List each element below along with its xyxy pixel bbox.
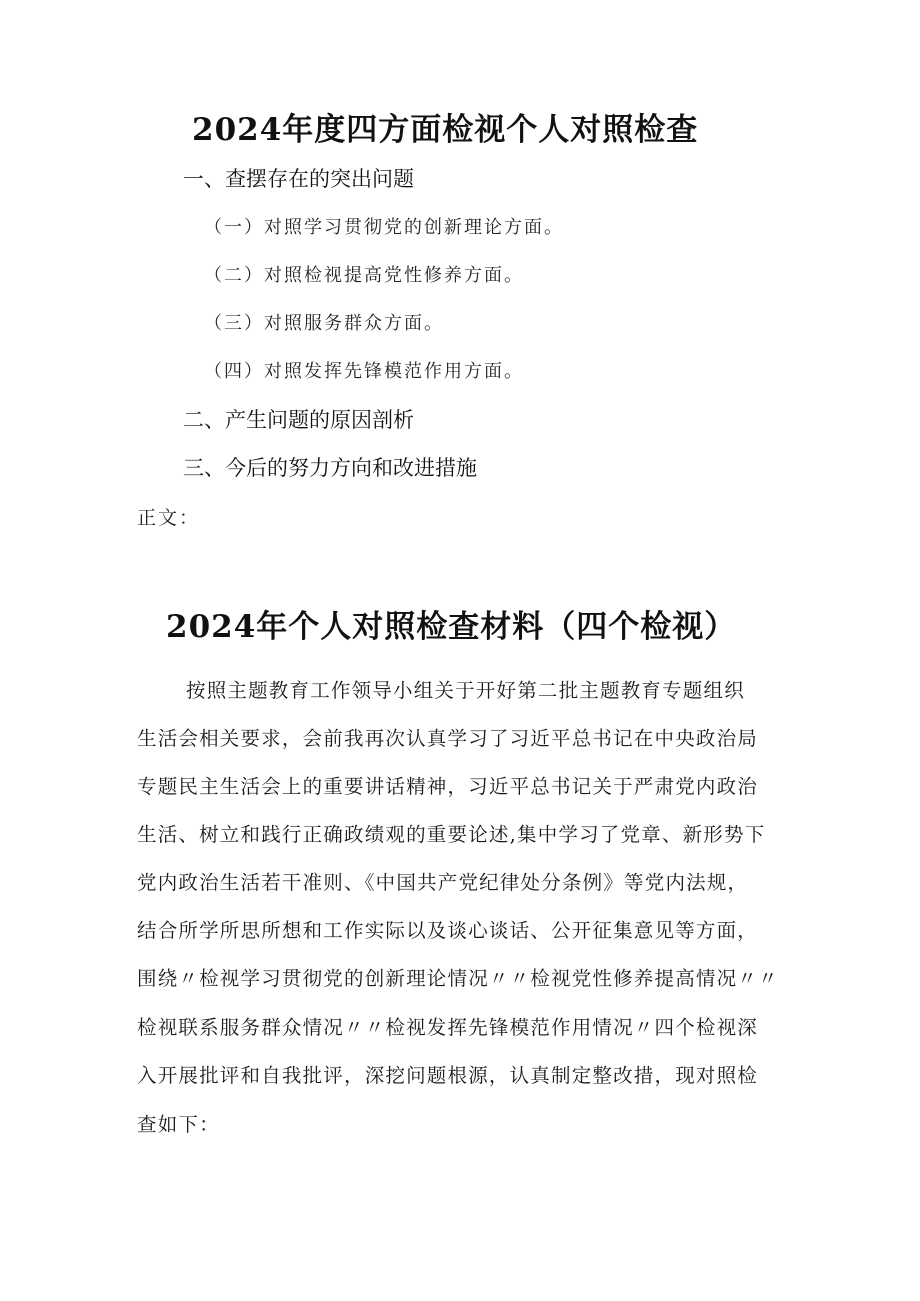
document-title: 2024年度四方面检视个人对照检查 [192,112,699,148]
outline-item-4: （四）对照发挥先锋模范作用方面。 [204,361,524,382]
body-label: 正文： [137,507,201,529]
paragraph-line: 按照主题教育工作领导小组关于开好第二批主题教育专题组织 [186,679,745,702]
paragraph-line: 生活、树立和践行正确政绩观的重要论述,集中学习了党章、新形势下 [137,823,766,846]
paragraph-line: 入开展批评和自我批评，深挖问题根源，认真制定整改措，现对照检 [137,1064,759,1087]
article-title: 2024年个人对照检查材料（四个检视） [166,609,737,645]
outline-item-1: （一）对照学习贯彻党的创新理论方面。 [204,217,564,238]
paragraph-line: 结合所学所思所想和工作实际以及谈心谈话、公开征集意见等方面， [137,919,759,942]
paragraph-line: 党内政治生活若干准则、《中国共产党纪律处分条例》等党内法规， [137,871,749,894]
outline-item-3: （三）对照服务群众方面。 [204,313,444,334]
paragraph-line: 生活会相关要求，会前我再次认真学习了习近平总书记在中央政治局 [137,727,759,750]
outline-item-2: （二）对照检视提高党性修养方面。 [204,265,524,286]
paragraph-line: 检视联系服务群众情况〃〃检视发挥先锋模范作用情况〃四个检视深 [137,1016,759,1039]
paragraph-line: 围绕〃检视学习贯彻党的创新理论情况〃〃检视党性修养提高情况〃〃 [137,967,779,990]
outline-heading-2: 二、产生问题的原因剖析 [183,408,414,432]
paragraph-line: 查如下： [137,1113,220,1136]
paragraph-line: 专题民主生活会上的重要讲话精神，习近平总书记关于严肃党内政治 [137,775,759,798]
outline-heading-1: 一、查摆存在的突出问题 [183,167,414,191]
outline-heading-3: 三、今后的努力方向和改进措施 [183,456,477,480]
